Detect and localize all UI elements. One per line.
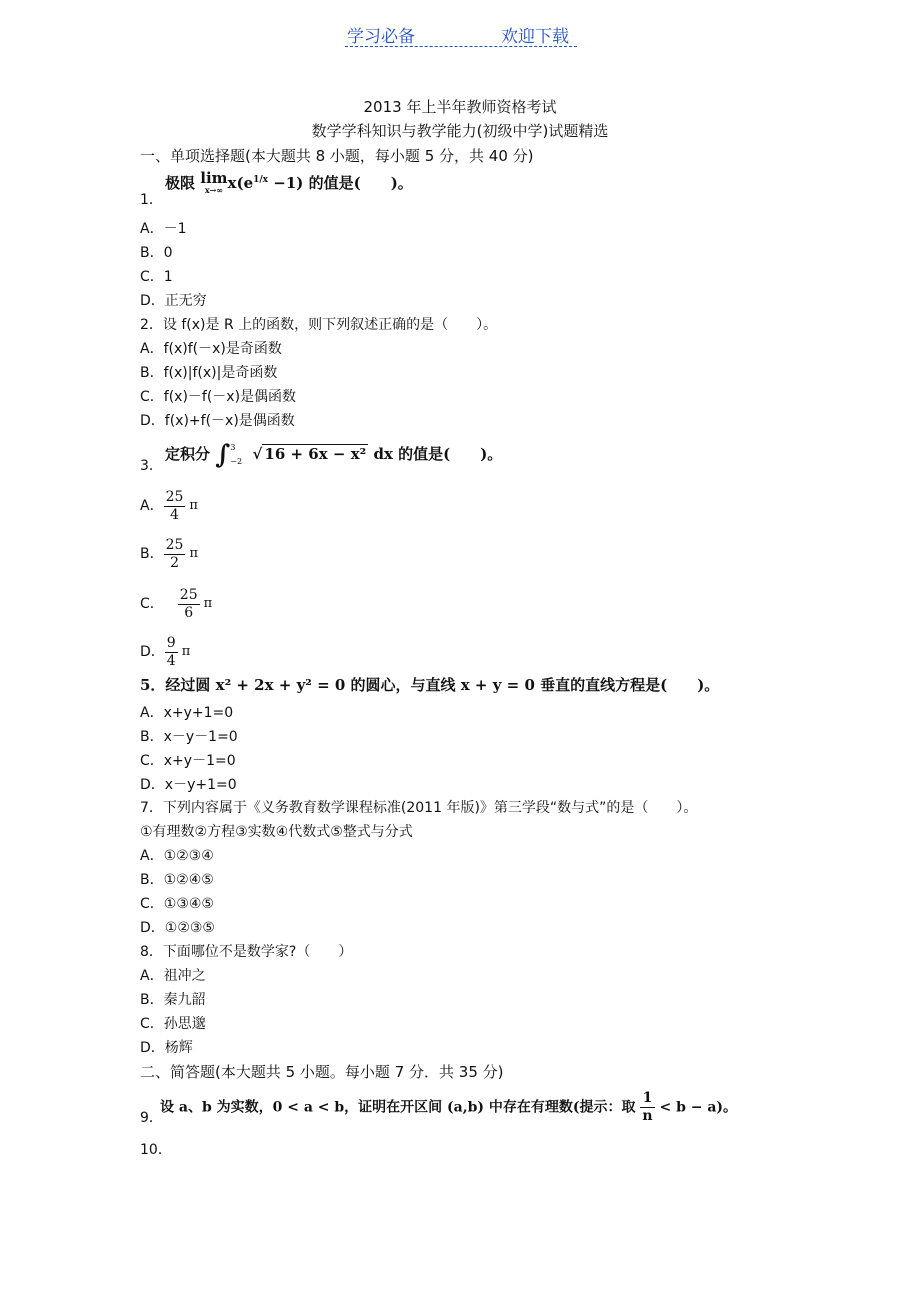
q3-option-c-den: 6	[184, 604, 194, 621]
section-two-heading: 二、简答题(本大题共 5 小题。每小题 7 分．共 35 分)	[140, 1063, 504, 1081]
q1-option-d: D．正无穷	[140, 293, 207, 309]
q2-option-b: B．f(x)|f(x)|是奇函数	[140, 365, 278, 381]
page-header	[345, 22, 577, 47]
q9-text: 设 a、b 为实数，0 < a < b，证明在开区间 (a,b) 中存在有理数(提示：取	[160, 1099, 636, 1116]
q7-option-d: D．①②③⑤	[140, 920, 215, 936]
q1-exponent: 1/x	[253, 175, 269, 185]
q3-option-d-label: D．	[140, 644, 165, 660]
q3-option-b-den: 2	[170, 554, 179, 571]
header-right-text: 欢迎下载	[501, 27, 569, 47]
q3-option-a-fraction	[164, 489, 186, 524]
q8-stem: 8．下面哪位不是数学家?（ ）	[140, 944, 353, 960]
q3-option-c-pi: π	[203, 596, 213, 611]
q1-lim-word: lim	[200, 169, 228, 187]
q1-post: −1) 的值是( )。	[268, 174, 413, 192]
q3-formula: 定积分 ∫ 3 −2 √ 16 + 6x − x² dx 的值是( )。	[165, 440, 503, 470]
q1-option-a: A．－1	[140, 221, 187, 237]
q3-post: dx 的值是( )。	[373, 445, 503, 463]
header-left-text: 学习必备	[347, 27, 415, 47]
q7-option-c: C．①③④⑤	[140, 896, 214, 912]
q3-option-a-den: 4	[170, 506, 179, 523]
q3-pre: 定积分	[165, 445, 211, 463]
q5-option-a: A．x+y+1=0	[140, 705, 234, 721]
q3-option-b-label: B．	[140, 546, 164, 562]
q2-option-a: A．f(x)f(－x)是奇函数	[140, 341, 282, 357]
q1-option-c: C．1	[140, 269, 173, 285]
q1-option-b: B．0	[140, 245, 173, 261]
q5-option-b: B．x－y－1=0	[140, 729, 238, 745]
q3-option-d-den: 4	[166, 652, 176, 669]
q3-option-d	[140, 632, 190, 672]
q7-items: ①有理数②方程③实数④代数式⑤整式与分式	[140, 824, 413, 840]
exam-title: 2013 年上半年教师资格考试	[363, 98, 557, 116]
q3-option-b	[140, 534, 198, 574]
q3-radicand: 16 + 6x − x²	[264, 445, 367, 463]
q3-option-a-num: 25	[165, 488, 184, 505]
q3-option-c-fraction	[178, 587, 200, 622]
q2-stem: 2．设 f(x)是 R 上的函数，则下列叙述正确的是（ ）。	[140, 317, 498, 333]
q9-stem	[160, 1090, 737, 1125]
q5-option-c: C．x+y－1=0	[140, 753, 236, 769]
q1-expr: x(e	[227, 174, 254, 192]
q3-lower-limit: −2	[230, 457, 243, 466]
q3-upper-limit: 3	[230, 443, 236, 452]
q8-option-d: D．杨辉	[140, 1040, 193, 1056]
q3-option-b-num: 25	[165, 536, 184, 553]
q1-number: 1．	[140, 192, 163, 208]
q2-option-d: D．f(x)+f(－x)是偶函数	[140, 413, 295, 429]
q9-post: < b − a)。	[659, 1099, 738, 1116]
q3-option-d-num: 9	[166, 634, 176, 651]
q3-number: 3．	[140, 458, 163, 474]
q1-lim-sub: x→∞	[204, 185, 223, 195]
q9-fraction	[640, 1090, 654, 1125]
q3-option-d-pi: π	[181, 644, 191, 659]
q3-option-b-pi: π	[189, 546, 198, 561]
exam-subtitle: 数学学科知识与教学能力(初级中学)试题精选	[311, 122, 609, 140]
q3-option-a	[140, 486, 198, 526]
q9-fraction-num: 1	[640, 1090, 654, 1108]
integral-sign-icon: ∫	[215, 440, 231, 470]
section-one-heading: 一、单项选择题(本大题共 8 小题，每小题 5 分，共 40 分)	[140, 147, 534, 165]
q3-option-d-fraction	[165, 635, 178, 670]
q5-option-d: D．x－y+1=0	[140, 777, 237, 793]
q9-number: 9．	[140, 1110, 163, 1126]
q2-option-c: C．f(x)－f(－x)是偶函数	[140, 389, 297, 405]
q9-fraction-den: n	[642, 1108, 653, 1124]
q3-option-c-label: C．	[140, 596, 164, 612]
q1-limit	[200, 169, 228, 196]
q3-option-a-pi: π	[189, 498, 198, 513]
q7-option-a: A．①②③④	[140, 848, 214, 864]
q8-option-b: B．秦九韶	[140, 992, 206, 1008]
q3-option-c	[140, 584, 212, 624]
q3-option-c-num: 25	[179, 586, 198, 603]
q1-formula	[165, 169, 413, 196]
q5-stem: 5．经过圆 x² + 2x + y² = 0 的圆心，与直线 x + y = 0 垂直的直线方程是( )。	[140, 676, 720, 694]
q3-option-b-fraction	[164, 537, 186, 572]
q8-option-a: A．祖冲之	[140, 968, 206, 984]
q10-number: 10．	[140, 1142, 172, 1158]
q1-pre: 极限	[165, 174, 196, 192]
q7-stem: 7．下列内容属于《义务教育数学课程标准(2011 年版)》第三学段“数与式”的是（ ）。	[140, 800, 698, 816]
q7-option-b: B．①②④⑤	[140, 872, 214, 888]
q3-option-a-label: A．	[140, 498, 164, 514]
q8-option-c: C．孙思邈	[140, 1016, 206, 1032]
